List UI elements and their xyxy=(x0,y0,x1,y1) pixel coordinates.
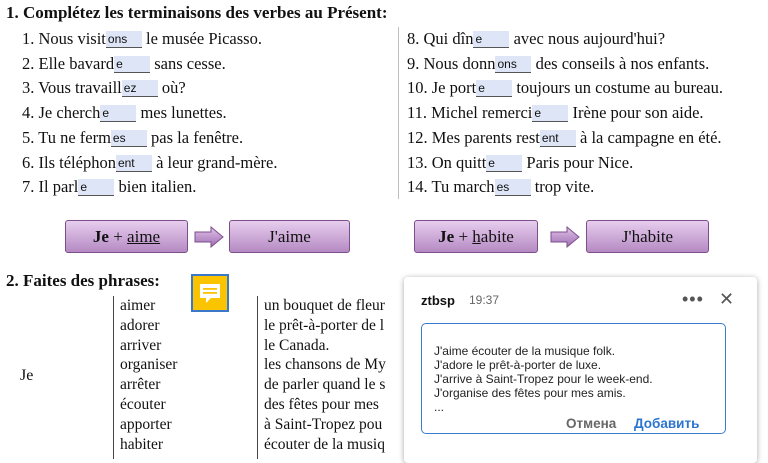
answer-field[interactable]: e xyxy=(486,155,522,172)
exercise-item xyxy=(22,175,402,200)
answer-field[interactable]: es xyxy=(495,179,531,196)
comment-popup xyxy=(404,277,757,463)
comment-line: ... xyxy=(434,400,445,414)
item-text: des conseils à nos enfants. xyxy=(531,53,710,73)
item-text: pas la fenêtre. xyxy=(146,127,244,147)
example-pill-result-jaime xyxy=(229,220,350,253)
pill-plus: + xyxy=(108,227,128,246)
item-text: trop vite. xyxy=(530,177,595,197)
exercise-item xyxy=(407,27,768,52)
list-item: le Canada. xyxy=(264,336,330,354)
verb-list xyxy=(113,296,177,459)
list-item: arriver xyxy=(120,336,162,354)
item-text: mes lunettes. xyxy=(136,103,227,123)
item-text: 5. Tu ne ferm xyxy=(22,127,111,147)
answer-field[interactable]: es xyxy=(111,130,147,147)
comment-line: J'adore le prêt-à-porter de luxe. xyxy=(434,358,602,372)
answer-field[interactable]: e xyxy=(114,56,150,73)
list-item: aimer xyxy=(120,297,156,314)
example-pill-je-aime xyxy=(65,220,188,253)
answer-field[interactable]: ons xyxy=(106,31,142,48)
answer-field[interactable]: ez xyxy=(122,80,158,97)
item-text: où? xyxy=(157,78,186,98)
exercise-item xyxy=(407,126,768,151)
exercise-item xyxy=(407,175,768,200)
comment-line: J'organise des fêtes pour mes amis. xyxy=(434,386,626,400)
exercise-item xyxy=(22,151,402,176)
subject-je: Je xyxy=(20,367,34,384)
close-icon[interactable]: ✕ xyxy=(719,289,735,309)
item-text: 11. Michel remerci xyxy=(407,103,533,123)
exercise-item xyxy=(407,52,768,77)
arrow-right-icon xyxy=(550,226,580,248)
item-text: Paris pour Nice. xyxy=(522,152,634,172)
list-item: apporter xyxy=(120,415,172,433)
list-item: arrêter xyxy=(120,376,161,394)
answer-field[interactable]: e xyxy=(532,105,568,122)
exercise-item xyxy=(22,27,402,52)
item-text: 6. Ils téléphon xyxy=(22,152,116,172)
comment-author: ztbsp xyxy=(421,293,455,308)
item-text: le musée Picasso. xyxy=(141,29,262,48)
item-text: 3. Vous travaill xyxy=(22,78,122,98)
list-item: écouter de la musiq xyxy=(264,435,385,453)
pill-plus: + xyxy=(454,227,473,246)
item-text: toujours un costume au bureau. xyxy=(512,78,723,98)
item-text: Irène pour son aide. xyxy=(568,103,704,123)
exercise-column-right xyxy=(398,27,768,199)
item-text: 10. Je port xyxy=(407,78,477,98)
item-text: 9. Nous donn xyxy=(407,53,496,73)
item-text: à leur grand-mère. xyxy=(151,152,278,172)
pill-subject: Je xyxy=(438,227,455,246)
exercise-item xyxy=(407,151,768,176)
exercise-column-left xyxy=(22,27,402,200)
pill-verb-rest: abite xyxy=(480,227,514,246)
answer-field[interactable]: e xyxy=(100,105,136,122)
exercise-item xyxy=(22,126,402,151)
example-pill-result-jhabite xyxy=(586,220,709,253)
answer-field[interactable]: e xyxy=(476,80,512,97)
complement-list xyxy=(257,296,424,459)
comment-line: J'arrive à Saint-Tropez pour le week-end. xyxy=(434,372,653,386)
list-item: adorer xyxy=(120,316,160,334)
more-horizontal-icon[interactable]: ••• xyxy=(682,289,704,309)
example-pill-je-habite xyxy=(414,220,538,253)
list-item: habiter xyxy=(120,435,164,453)
item-text: sans cesse. xyxy=(150,53,226,73)
list-item: à Saint-Tropez pou xyxy=(264,415,383,433)
exercise-item xyxy=(22,52,402,77)
cancel-button[interactable]: Отмена xyxy=(566,416,617,431)
answer-field[interactable]: ent xyxy=(116,155,152,172)
answer-field[interactable]: ons xyxy=(495,56,531,73)
list-item: organiser xyxy=(120,356,178,374)
item-text: à la campagne en été. xyxy=(575,127,722,147)
answer-field[interactable]: e xyxy=(473,31,509,48)
pill-verb: aime xyxy=(127,227,161,246)
comment-note-icon[interactable] xyxy=(191,274,229,312)
item-text: 4. Je cherch xyxy=(22,103,101,123)
comment-line: J'aime écouter de la musique folk. xyxy=(434,344,616,358)
comment-bubble-icon xyxy=(193,276,227,310)
list-item: le prêt-à-porter de l xyxy=(264,316,385,334)
item-text: avec nous aujourd'hui? xyxy=(509,29,666,48)
item-text: 14. Tu march xyxy=(407,177,495,197)
exercise-item xyxy=(407,101,768,126)
item-text: 8. Qui dîn xyxy=(407,29,474,48)
list-item: un bouquet de fleur xyxy=(264,297,385,314)
item-text: 7. Il parl xyxy=(22,177,79,197)
pill-verb-first: h xyxy=(472,227,481,246)
answer-field[interactable]: e xyxy=(78,179,114,196)
item-text: 13. On quitt xyxy=(407,152,487,172)
comment-timestamp: 19:37 xyxy=(469,293,500,307)
add-button[interactable]: Добавить xyxy=(634,416,700,431)
list-item: écouter xyxy=(120,395,166,413)
pill-subject: Je xyxy=(92,227,109,246)
item-text: bien italien. xyxy=(114,177,197,197)
exercise-item xyxy=(22,76,402,101)
pill-result: J'aime xyxy=(268,227,311,246)
pill-result: J'habite xyxy=(621,227,674,246)
list-item: les chansons de My xyxy=(264,356,386,374)
exercise-1-title: 1. Complétez les terminaisons des verbes au Présent: xyxy=(6,3,388,22)
exercise-item xyxy=(407,76,768,101)
arrow-right-icon xyxy=(194,226,224,248)
item-text: 12. Mes parents rest xyxy=(407,127,540,147)
list-item: de parler quand le s xyxy=(264,376,386,394)
answer-field[interactable]: ent xyxy=(540,130,576,147)
exercise-2-title: 2. Faites des phrases: xyxy=(6,271,160,290)
item-text: 2. Elle bavard xyxy=(22,53,115,73)
item-text: 1. Nous visit xyxy=(22,29,106,48)
exercise-item xyxy=(22,101,402,126)
list-item: des fêtes pour mes xyxy=(264,395,379,413)
